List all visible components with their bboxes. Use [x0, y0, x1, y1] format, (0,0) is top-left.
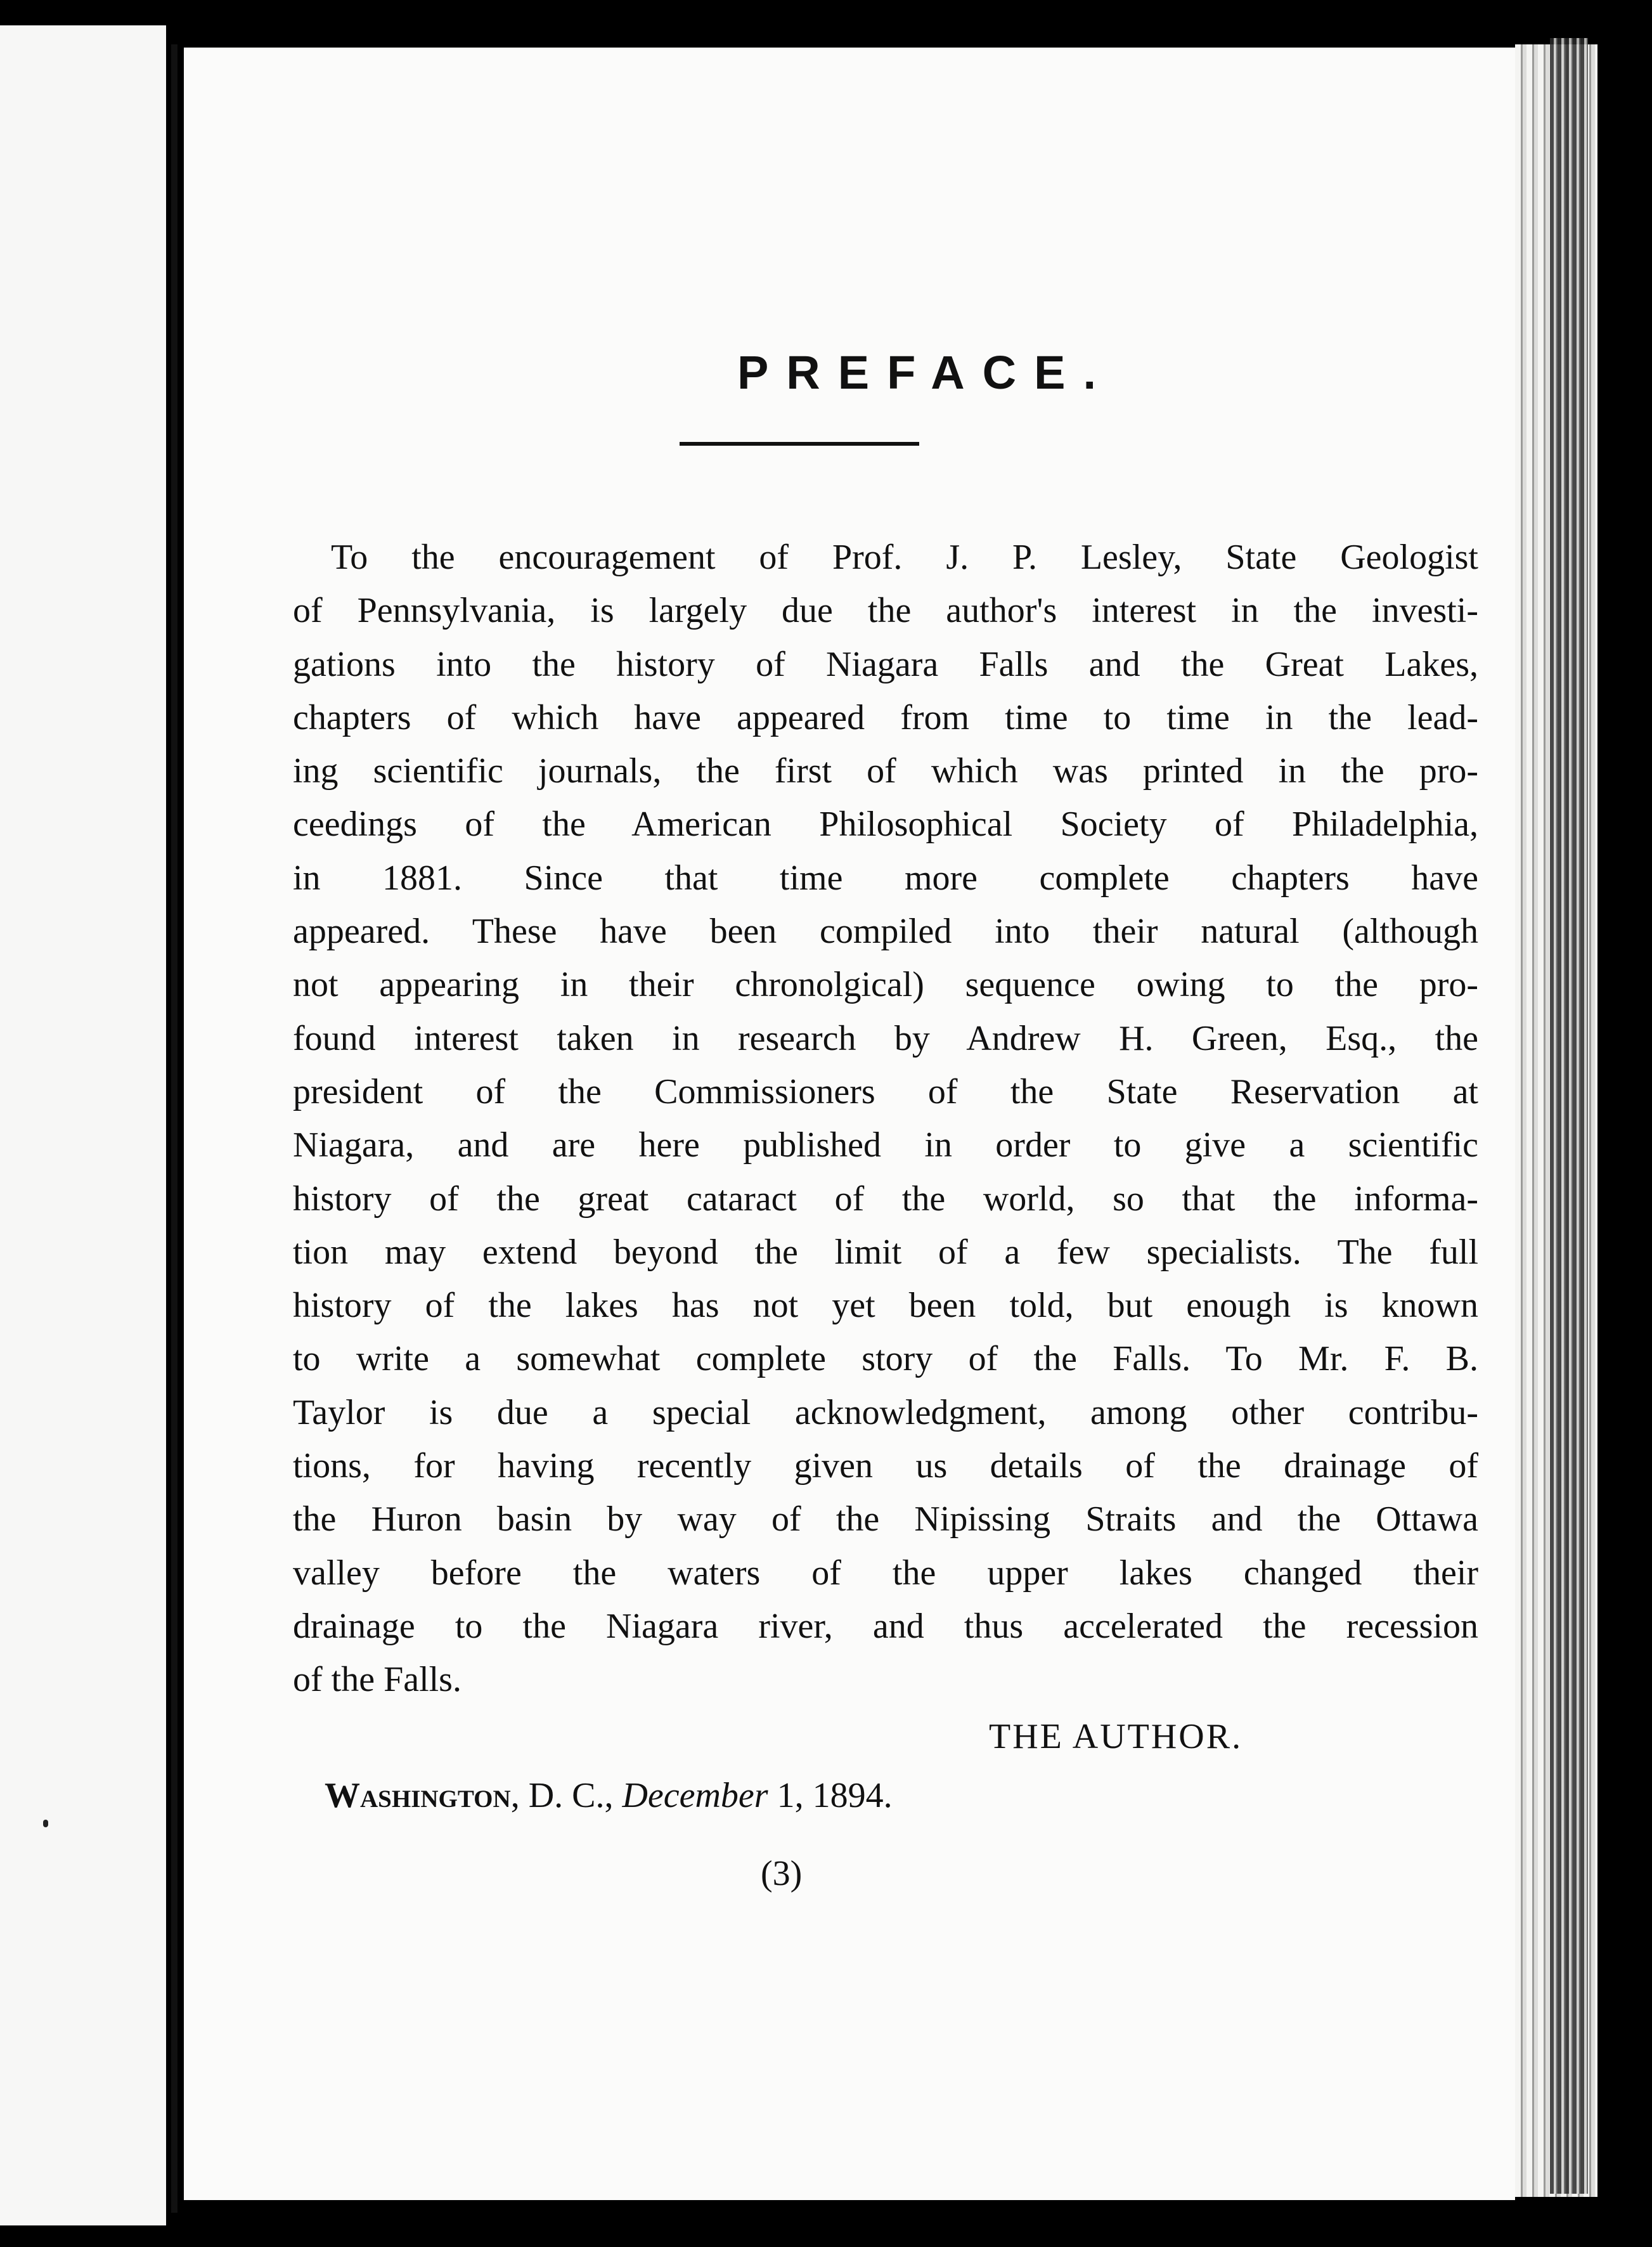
- text-line: not appearing in their chronolgical) sequence owing to the pro-: [293, 965, 1478, 1005]
- text-line: history of the lakes has not yet been told, but enough is known: [293, 1286, 1478, 1326]
- text-line: gations into the history of Niagara Falls and the Great Lakes,: [293, 644, 1478, 684]
- book-page: [184, 48, 1515, 2200]
- text-line: ing scientific journals, the first of which was printed in the pro-: [293, 751, 1478, 791]
- text-line: history of the great cataract of the world, so that the informa-: [293, 1179, 1478, 1219]
- gutter: [171, 44, 177, 2213]
- text-line: to write a somewhat complete story of the Falls. To Mr. F. B.: [293, 1339, 1478, 1379]
- page-number: (3): [761, 1854, 803, 1893]
- page-edges-dark: [1550, 38, 1588, 2194]
- text-line: the Huron basin by way of the Nipissing Straits and the Ottawa: [293, 1499, 1478, 1539]
- text-line: drainage to the Niagara river, and thus accelerated the recession: [293, 1606, 1478, 1646]
- text-line: appeared. These have been compiled into their natural (although: [293, 912, 1478, 952]
- left-page-edge: [0, 25, 166, 2225]
- page-title: PREFACE.: [737, 346, 1114, 399]
- dateline-place: Washington: [325, 1776, 511, 1815]
- text-line: found interest taken in research by Andrew H. Green, Esq., the: [293, 1018, 1478, 1058]
- text-line: in 1881. Since that time more complete chapters have: [293, 858, 1478, 898]
- preface-body: [293, 531, 1478, 1707]
- text-line: president of the Commissioners of the State Reservation at: [293, 1072, 1478, 1111]
- text-line: ceedings of the American Philosophical Society of Philadelphia,: [293, 805, 1478, 845]
- title-rule: [680, 442, 919, 446]
- text-line: Taylor is due a special acknowledgment, among other contribu-: [293, 1392, 1478, 1432]
- dateline-rest: 1, 1894.: [768, 1776, 893, 1815]
- text-line: chapters of which have appeared from time to time in the lead-: [293, 697, 1478, 737]
- text-line: Niagara, and are here published in order to give a scientific: [293, 1125, 1478, 1165]
- text-line: To the encouragement of Prof. J. P. Lesley, State Geologist: [331, 538, 1478, 577]
- text-line: of Pennsylvania, is largely due the author's interest in the investi-: [293, 591, 1478, 631]
- dateline-region: , D. C.,: [510, 1776, 623, 1815]
- text-line: valley before the waters of the upper lakes changed their: [293, 1553, 1478, 1593]
- dateline: [325, 1775, 893, 1816]
- dateline-month: December: [622, 1776, 768, 1815]
- text-line: tion may extend beyond the limit of a few specialists. The full: [293, 1232, 1478, 1272]
- text-line: tions, for having recently given us details of the drainage of: [293, 1446, 1478, 1486]
- speck-mark: [43, 1820, 48, 1827]
- signature: THE AUTHOR.: [989, 1717, 1243, 1756]
- text-line: of the Falls.: [293, 1660, 461, 1700]
